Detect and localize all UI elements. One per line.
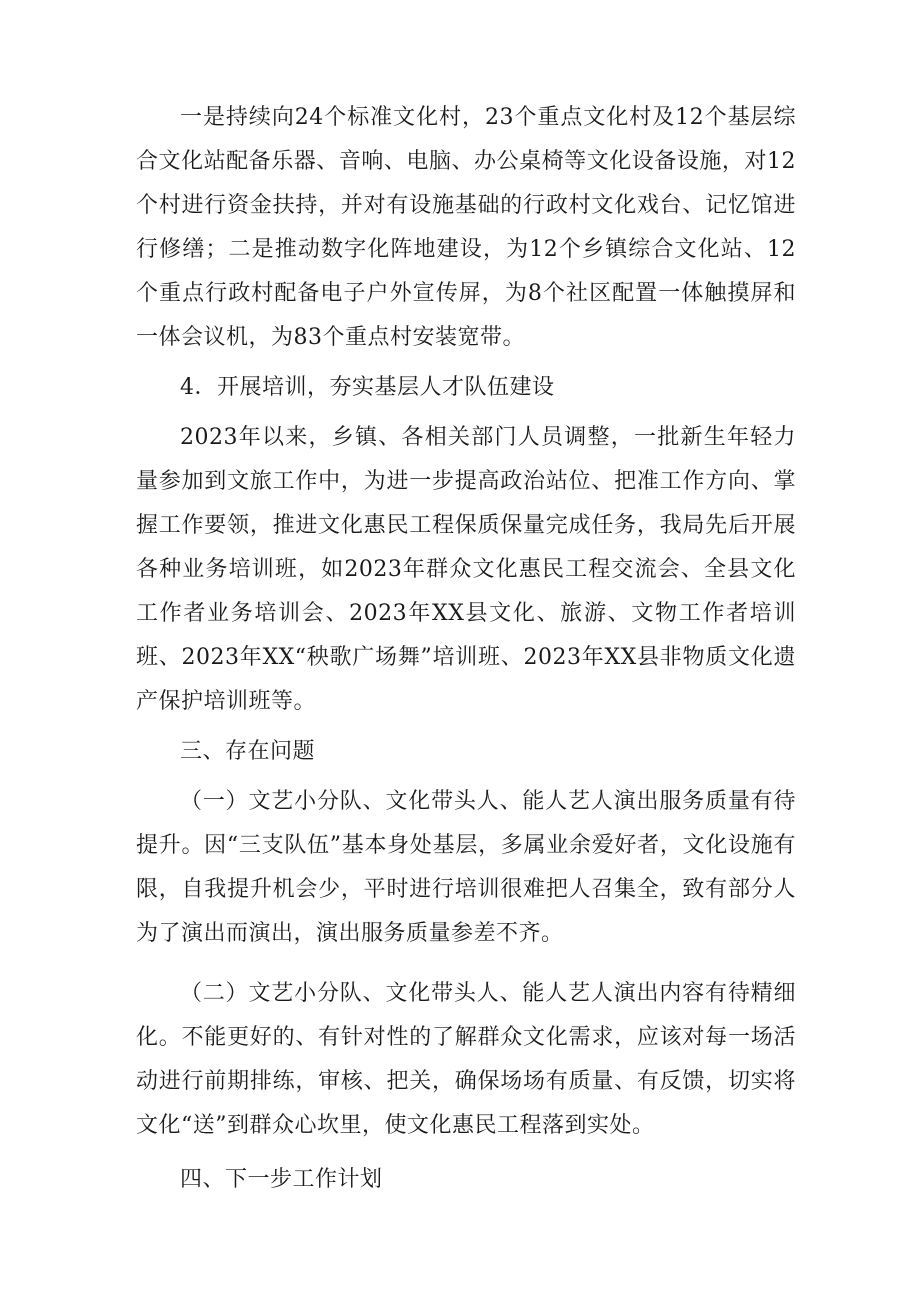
paragraph-problem-two: （二）文艺小分队、文化带头人、能人艺人演出内容有待精细化。不能更好的、有针对性的了解群众文化需求，应该对每一场活动进行前期排练，审核、把关，确保场场有质量、有反馈，切实将文化“送”到群众心坎里，使文化惠民工程落到实处。 <box>136 981 796 1138</box>
section-heading-training: 4．开展培训，夯实基层人才队伍建设 <box>180 375 555 400</box>
spacer <box>136 956 796 972</box>
paragraph-training: 2023年以来，乡镇、各相关部门人员调整，一批新生年轻力量参加到文旅工作中，为进一步提高政治站位、把准工作方向、掌握工作要领，推进文化惠民工程保质保量完成任务，我局先后开展各种业务培训班，如2023年群众文化惠民工程交流会、全县文化工作者业务培训会、2023年XX县文化、旅游、文物工作者培训班、2023年XX“秧歌广场舞”培训班、2023年XX县非物质文化遗产保护培训班等。 <box>136 425 796 714</box>
paragraph-problem-one: （一）文艺小分队、文化带头人、能人艺人演出服务质量有待提升。因“三支队伍”基本身处基层，多属业余爱好者，文化设施有限，自我提升机会少，平时进行培训很难把人召集全，致有部分人为了演出而演出，演出服务质量参差不齐。 <box>136 789 796 946</box>
paragraph-facilities: 一是持续向24个标准文化村，23个重点文化村及12个基层综合文化站配备乐器、音响、电脑、办公桌椅等文化设备设施，对12个村进行资金扶持，并对有设施基础的行政村文化戏台、记忆馆进行修缮；二是推动数字化阵地建设，为12个乡镇综合文化站、12个重点行政村配备电子户外宣传屏，为8个社区配置一体触摸屏和一体会议机，为83个重点村安装宽带。 <box>136 105 796 350</box>
document-body <box>136 96 796 1202</box>
section-heading-next-steps: 四、下一步工作计划 <box>180 1167 383 1192</box>
section-heading-problems: 三、存在问题 <box>180 739 316 764</box>
spacer <box>136 1148 796 1158</box>
